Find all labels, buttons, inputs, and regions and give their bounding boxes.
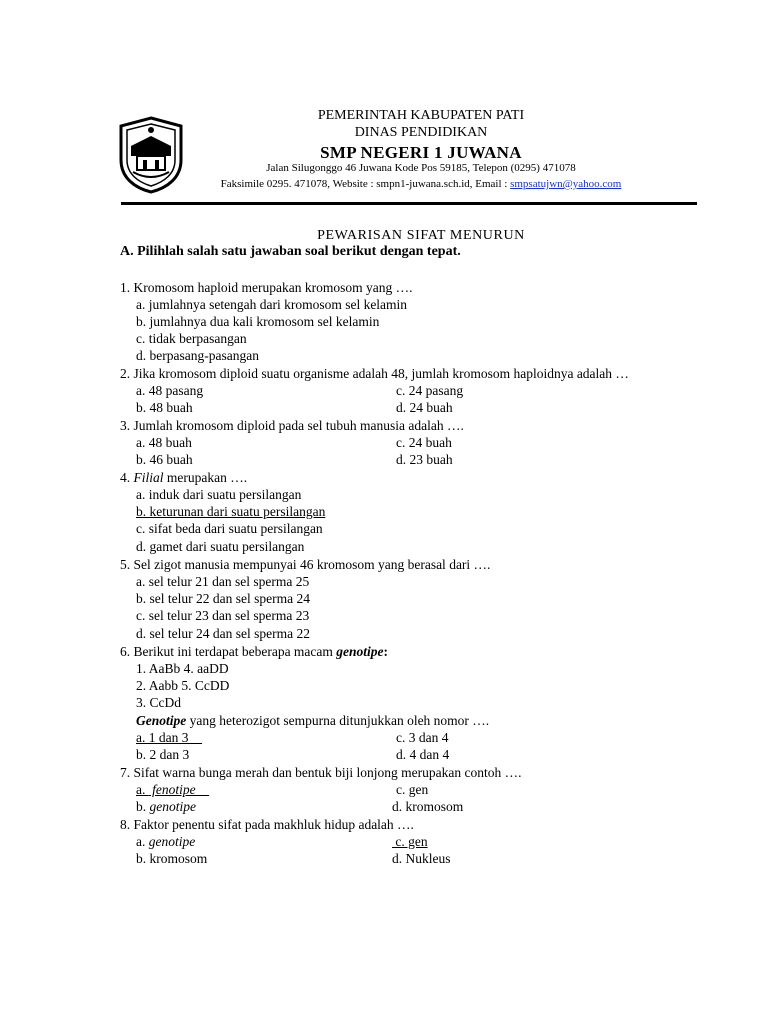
q7-option-a-term: fenotipe	[148, 782, 210, 797]
q6-option-b: b. 2 dan 3	[136, 747, 190, 762]
q3-option-b: b. 46 buah	[136, 452, 193, 467]
q6-item-1: 1. AaBb 4. aaDD	[136, 661, 229, 676]
q2-option-c: c. 24 pasang	[396, 383, 464, 398]
q4-term: Filial	[133, 470, 164, 485]
header-divider	[121, 202, 697, 205]
q6-sub-rest: yang heterozigot sempurna ditunjukkan oleh nomor ….	[186, 713, 490, 728]
question-3: 3. Jumlah kromosom diploid pada sel tubuh manusia adalah ….	[120, 418, 464, 433]
q8-option-a-letter: a.	[136, 834, 149, 849]
q6-item-3: 3. CcDd	[136, 695, 181, 710]
section-instruction: A. Pilihlah salah satu jawaban soal berikut dengan tepat.	[120, 244, 461, 259]
q4-option-c: c. sifat beda dari suatu persilangan	[136, 521, 323, 536]
q2-option-b: b. 48 buah	[136, 400, 193, 415]
q4-option-d: d. gamet dari suatu persilangan	[136, 539, 305, 554]
q6-option-a: a. 1 dan 3	[136, 730, 202, 745]
q5-option-d: d. sel telur 24 dan sel sperma 22	[136, 626, 310, 641]
q7-option-b	[136, 798, 196, 815]
header-fax-website: Faksimile 0295. 471078, Website : smpn1-juwana.sch.id, Email :	[220, 178, 511, 190]
header-email-link[interactable]: smpsatujwn@yahoo.com	[510, 178, 622, 190]
q6-subquestion	[136, 712, 489, 729]
q1-option-a: a. jumlahnya setengah dari kromosom sel kelamin	[136, 297, 408, 312]
question-4	[120, 469, 247, 486]
q5-option-a: a. sel telur 21 dan sel sperma 25	[136, 574, 310, 589]
q7-option-b-letter: b.	[136, 799, 150, 814]
q5-option-b: b. sel telur 22 dan sel sperma 24	[136, 591, 310, 606]
q4-option-b: b. keturunan dari suatu persilangan	[136, 504, 326, 519]
q8-option-a	[136, 833, 195, 850]
question-7: 7. Sifat warna bunga merah dan bentuk biji lonjong merupakan contoh ….	[120, 765, 522, 780]
q2-option-d: d. 24 buah	[396, 400, 453, 415]
q8-option-a-term: genotipe	[148, 834, 196, 849]
header-contact	[0, 178, 768, 190]
q8-option-b: b. kromosom	[136, 851, 208, 866]
q4-option-a: a. induk dari suatu persilangan	[136, 487, 302, 502]
question-2: 2. Jika kromosom diploid suatu organisme adalah 48, jumlah kromosom haploidnya adalah …	[120, 366, 629, 381]
q8-option-d: d. Nukleus	[392, 851, 451, 866]
q1-option-d: d. berpasang-pasangan	[136, 348, 259, 363]
q6-option-d: d. 4 dan 4	[396, 747, 450, 762]
q4-suffix: merupakan ….	[163, 470, 248, 485]
question-8: 8. Faktor penentu sifat pada makhluk hidup adalah ….	[120, 817, 414, 832]
q3-option-a: a. 48 buah	[136, 435, 192, 450]
header-department: DINAS PENDIDIKAN	[354, 125, 488, 140]
q7-option-d: d. kromosom	[392, 799, 464, 814]
q6-term: genotipe	[336, 644, 384, 659]
header-address: Jalan Silugonggo 46 Juwana Kode Pos 59185, Telepon (0295) 471078	[266, 162, 576, 174]
q7-option-c: c. gen	[396, 782, 429, 797]
question-1: 1. Kromosom haploid merupakan kromosom yang ….	[120, 280, 413, 295]
q6-sub-term: Genotipe	[136, 713, 187, 728]
q5-option-c: c. sel telur 23 dan sel sperma 23	[136, 608, 310, 623]
header-government: PEMERINTAH KABUPATEN PATI	[317, 108, 525, 123]
q3-option-d: d. 23 buah	[396, 452, 453, 467]
q3-option-c: c. 24 buah	[396, 435, 452, 450]
q8-option-c: c. gen	[392, 834, 428, 849]
q6-suffix: :	[383, 644, 389, 659]
q4-prefix: 4.	[120, 470, 134, 485]
q7-option-a-letter: a.	[136, 782, 149, 797]
question-6	[120, 643, 388, 660]
document-title: PEWARISAN SIFAT MENURUN	[317, 228, 525, 243]
q7-option-b-term: genotipe	[149, 799, 196, 814]
question-5: 5. Sel zigot manusia mempunyai 46 kromosom yang berasal dari ….	[120, 557, 491, 572]
q6-item-2: 2. Aabb 5. CcDD	[136, 678, 230, 693]
header-school-name: SMP NEGERI 1 JUWANA	[320, 143, 522, 162]
q1-option-b: b. jumlahnya dua kali kromosom sel kelamin	[136, 314, 380, 329]
q6-prefix: 6. Berikut ini terdapat beberapa macam	[120, 644, 337, 659]
q2-option-a: a. 48 pasang	[136, 383, 204, 398]
q7-option-a	[136, 781, 209, 798]
q6-option-c: c. 3 dan 4	[396, 730, 449, 745]
q1-option-c: c. tidak berpasangan	[136, 331, 247, 346]
